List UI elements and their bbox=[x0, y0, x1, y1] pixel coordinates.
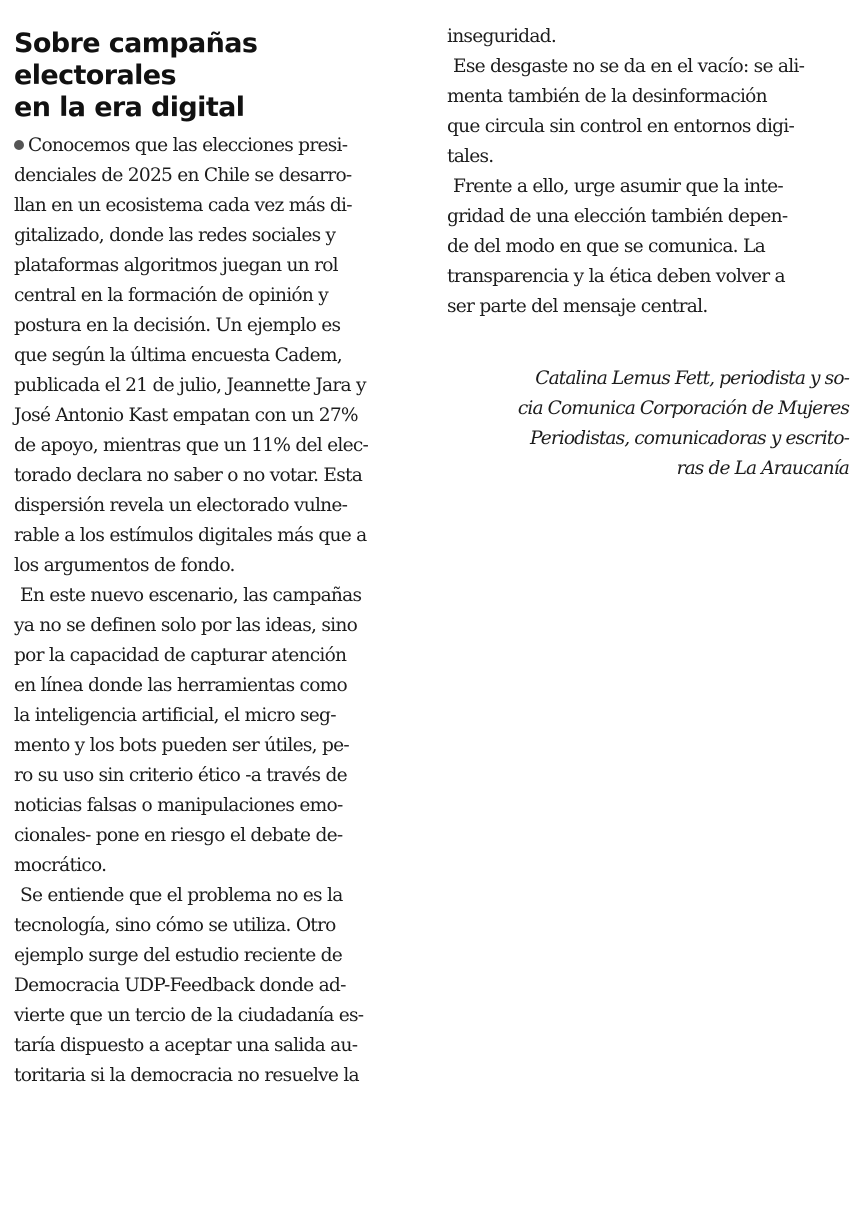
text-line: torado declara no saber o no votar. Esta bbox=[14, 465, 363, 486]
signature-line: ras de La Araucanía bbox=[676, 458, 849, 479]
text-line: cionales- pone en riesgo el debate de- bbox=[14, 825, 343, 846]
text-line: tales. bbox=[447, 146, 494, 167]
text-line: que según la última encuesta Cadem, bbox=[14, 345, 342, 366]
text-line: rable a los estímulos digitales más que a bbox=[14, 525, 367, 546]
text-line: la inteligencia artificial, el micro seg- bbox=[14, 705, 336, 726]
text-line: ser parte del mensaje central. bbox=[447, 296, 708, 317]
headline-line: Sobre campañas electorales bbox=[14, 28, 258, 91]
text-line: transparencia y la ética deben volver a bbox=[447, 266, 785, 287]
text-line: taría dispuesto a aceptar una salida au- bbox=[14, 1035, 358, 1056]
text-line: vierte que un tercio de la ciudadanía es- bbox=[14, 1005, 364, 1026]
text-line: gridad de una elección también depen- bbox=[447, 206, 788, 227]
text-line: ya no se definen solo por las ideas, sino bbox=[14, 615, 358, 636]
text-line: ejemplo surge del estudio reciente de bbox=[14, 945, 343, 966]
text-line: en línea donde las herramientas como bbox=[14, 675, 347, 696]
text-line: Se entiende que el problema no es la bbox=[20, 885, 343, 906]
article-headline bbox=[14, 28, 419, 124]
signature-line: cia Comunica Corporación de Mujeres bbox=[517, 398, 849, 419]
text-line: Frente a ello, urge asumir que la inte- bbox=[453, 176, 783, 197]
text-line: denciales de 2025 en Chile se desarro- bbox=[14, 165, 352, 186]
headline-line: en la era digital bbox=[14, 92, 245, 123]
text-line: de apoyo, mientras que un 11% del elec- bbox=[14, 435, 369, 456]
text-line: que circula sin control en entornos digi- bbox=[447, 116, 795, 137]
text-line: tecnología, sino cómo se utiliza. Otro bbox=[14, 915, 336, 936]
text-line: menta también de la desinformación bbox=[447, 86, 767, 107]
text-line: los argumentos de fondo. bbox=[14, 555, 235, 576]
text-line: inseguridad. bbox=[447, 26, 556, 47]
bullet-icon bbox=[14, 140, 24, 150]
text-line: postura en la decisión. Un ejemplo es bbox=[14, 315, 341, 336]
text-line: por la capacidad de capturar atención bbox=[14, 645, 347, 666]
text-line: gitalizado, donde las redes sociales y bbox=[14, 225, 336, 246]
text-line: mocrático. bbox=[14, 855, 107, 876]
text-line: Democracia UDP-Feedback donde ad- bbox=[14, 975, 346, 996]
signature-line: Periodistas, comunicadoras y escrito- bbox=[529, 428, 849, 449]
signature-line: Catalina Lemus Fett, periodista y so- bbox=[535, 368, 849, 389]
text-line: central en la formación de opinión y bbox=[14, 285, 329, 306]
text-line: Ese desgaste no se da en el vacío: se ali- bbox=[453, 56, 805, 77]
text-line: José Antonio Kast empatan con un 27% bbox=[14, 405, 358, 426]
text-line: En este nuevo escenario, las campañas bbox=[20, 585, 362, 606]
text-line: dispersión revela un electorado vulne- bbox=[14, 495, 348, 516]
text-line: noticias falsas o manipulaciones emo- bbox=[14, 795, 343, 816]
text-line: plataformas algoritmos juegan un rol bbox=[14, 255, 338, 276]
text-line: de del modo en que se comunica. La bbox=[447, 236, 765, 257]
text-line: ro su uso sin criterio ético -a través de bbox=[14, 765, 347, 786]
text-line: toritaria si la democracia no resuelve la bbox=[14, 1065, 359, 1086]
text-line: publicada el 21 de julio, Jeannette Jara y bbox=[14, 375, 366, 396]
text-line: Conocemos que las elecciones presi- bbox=[14, 131, 347, 161]
text-line: llan en un ecosistema cada vez más di- bbox=[14, 195, 352, 216]
text-line: mento y los bots pueden ser útiles, pe- bbox=[14, 735, 349, 756]
